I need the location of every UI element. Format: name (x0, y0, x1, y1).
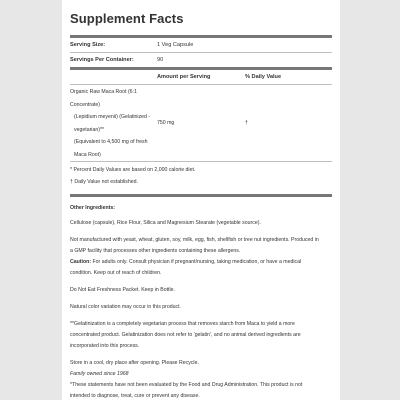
serving-size-label: Serving Size: (70, 41, 106, 48)
servings-per-container-value: 90 (157, 56, 164, 63)
gelatinization-note-line: concentrated product. Gelatinization does not refer to 'gelatin', and no animal derived ingredients are (70, 332, 301, 338)
column-header-row (70, 70, 332, 84)
other-ingredients-heading: Other Ingredients: (70, 205, 115, 211)
supplement-facts-title: Supplement Facts (70, 11, 184, 26)
color-variation-statement: Natural color variation may occur in this product. (70, 304, 182, 310)
other-ingredients-list: Cellulose (capsule), Rice Flour, Silica and Magnesium Stearate (vegetable source). (70, 220, 261, 226)
servings-per-container-row (70, 53, 332, 67)
family-owned-statement: Family owned since 1968 (70, 371, 129, 377)
fda-disclaimer-line: *These statements have not been evaluated by the Food and Drug Administration. This product is not (70, 382, 303, 388)
freshness-statement: Do Not Eat Freshness Packet. Keep in Bottle. (70, 287, 175, 293)
fda-disclaimer-line: intended to diagnose, treat, cure or prevent any disease. (70, 393, 200, 399)
supplement-facts-panel (62, 0, 340, 400)
storage-statement: Store in a cool, dry place after opening. Please Recycle. (70, 360, 199, 366)
ingredient-row (70, 85, 332, 161)
caution-statement-line: condition. Keep out of reach of children. (70, 270, 162, 276)
other-ingredients-section (70, 197, 332, 400)
serving-size-value: 1 Veg Capsule (157, 41, 194, 48)
ingredient-daily-value: † (245, 120, 248, 127)
caution-statement: Caution: For adults only. Consult physician if pregnant/nursing, taking medication, or have a medical (70, 259, 302, 265)
allergen-statement-line: Not manufactured with yeast, wheat, gluten, soy, milk, egg, fish, shellfish or tree nut ingredients. Produced in (70, 237, 319, 243)
daily-value-not-established-footnote: † Daily Value not established. (70, 179, 138, 185)
daily-value-column-header: % Daily Value (245, 74, 282, 80)
serving-size-row (70, 38, 332, 52)
gelatinization-note-line: incorporated into this process. (70, 343, 140, 349)
servings-per-container-label: Servings Per Container: (70, 56, 134, 63)
ingredient-amount: 750 mg (157, 120, 175, 127)
ingredient-name: Organic Raw Maca Root (6:1 Concentrate) (Lepidium meyenii) (Gelatinized - vegetarian)** (Equivalent to 4,500 mg of fresh Maca Root) (70, 89, 151, 158)
allergen-statement-line: a GMP facility that processes other ingredients containing these allergens. (70, 248, 241, 254)
caution-label: Caution: (70, 259, 92, 265)
gelatinization-note-line: **Gelatinization is a completely vegetarian process that removes starch from Maca to yield a more (70, 321, 295, 327)
amount-column-header: Amount per Serving (157, 74, 211, 80)
percent-daily-value-footnote: * Percent Daily Values are based on 2,000 calorie diet. (70, 167, 196, 173)
